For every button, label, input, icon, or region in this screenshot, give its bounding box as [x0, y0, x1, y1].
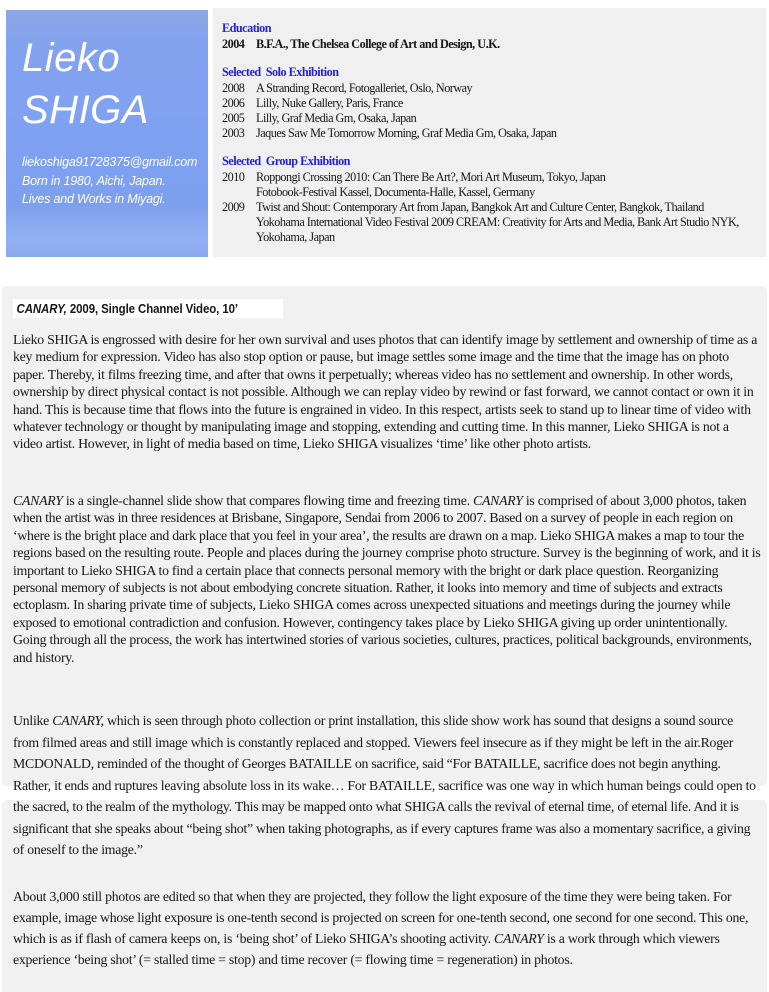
cv-entry-line [222, 111, 766, 126]
cv-entry-year [222, 185, 248, 200]
text-segment: Lieko SHIGA is engrossed with desire for her own survival and uses photos that can identify image by settlement and ownership of time as a key medium for expression. Video has also stop option or pause, but image settles some image and the time that the image has on photo paper. Thereby, it films freezing time, and after that owns it perpetually; whereas video has no settlement and ownership. In other words, ownership by direct physical contact is not possible. Although we can replay video by rewind or fast forward, we cannot contact or own it in hand. This is because time that flows into the future is engrained in video. In this respect, artists seek to stand up to linear time of video with whatever technology or thought by manipulating image and stopping, extending and cutting time. In this manner, Lieko SHIGA is not a video artist. However, in light of media based on time, Lieko SHIGA visualizes ‘time’ like other photo artists. [13, 332, 758, 452]
body-paragraph-3 [13, 710, 761, 861]
cv-entry-line [222, 96, 766, 111]
text-segment: About 3,000 still photos are edited so that when they are projected, they follow the light exposure of the time they were being taken. For example, image whose light exposure is one-tenth second is projected on screen for one-tenth second, one second for one second. This one, which is as if flash of camera keeps on, is ‘being shot’ of Lieko SHIGA’s shooting activity. [13, 889, 749, 946]
cv-section-heading: Education [222, 21, 272, 35]
cv-entry-year: 2003 [222, 126, 245, 140]
profile-email: liekoshiga91728375@gmail.com [22, 155, 198, 169]
work-title-strip [13, 299, 283, 318]
italic-text: CANARY [13, 493, 63, 508]
cv-entry-text: Yokohama International Video Festival 2009 CREAM: Creativity for Arts and Media, Bank Art Studio NYK, [256, 215, 739, 229]
cv-entry-line [222, 200, 766, 215]
profile-contact [22, 153, 208, 209]
cv-entry-year: 2006 [222, 96, 245, 110]
text-segment: is a work through which viewers experience ‘being shot’ (= stalled time = stop) and time recover (= flowing time = regeneration) in photos. [13, 931, 720, 967]
cv-entry-text: Twist and Shout: Contemporary Art from Japan, Bangkok Art and Culture Center, Bangkok, Thailand [256, 200, 704, 214]
body-paragraph-2 [13, 492, 761, 666]
cv-section [222, 21, 766, 52]
italic-text: CANARY, [16, 301, 67, 316]
text-segment: Unlike [13, 713, 53, 728]
text-segment: is a single-channel slide show that compares flowing time and freezing time. [62, 493, 474, 508]
italic-text: CANARY, [52, 713, 104, 728]
profile-last-name: SHIGA [22, 88, 149, 132]
profile-first-name: Lieko [22, 36, 121, 80]
cv-panel [213, 8, 766, 257]
profile-residence: Lives and Works in Miyagi. [22, 192, 166, 206]
cv-entry-year: 2010 [222, 170, 245, 184]
cv-entry-year: 2005 [222, 111, 245, 125]
cv-entry-line [222, 185, 766, 200]
profile-born: Born in 1980, Aichi, Japan. [22, 173, 166, 188]
cv-entry-text: Lilly, Graf Media Gm, Osaka, Japan [256, 111, 417, 125]
cv-section [222, 65, 766, 141]
profile-card [6, 10, 208, 257]
cv-entry-text: Roppongi Crossing 2010: Can There Be Art?, Mori Art Museum, Tokyo, Japan [256, 170, 606, 184]
body-paragraph-1 [13, 331, 761, 453]
body-paragraph-4 [13, 886, 761, 970]
cv-entry-line [222, 37, 766, 52]
cv-entry-year: 2004 [222, 37, 245, 51]
cv-entry-line [222, 81, 766, 96]
cv-entry-text: Jaques Saw Me Tomorrow Morning, Graf Media Gm, Osaka, Japan [256, 126, 557, 140]
work-title-text [13, 301, 238, 316]
italic-text: CANARY [473, 493, 523, 508]
cv-entry-year: 2008 [222, 81, 245, 95]
profile-name [22, 32, 208, 136]
cv-section [222, 154, 766, 245]
cv-section-heading: Selected Solo Exhibition [222, 65, 339, 79]
cv-entry-year [222, 230, 248, 245]
cv-entry-text: Yokohama, Japan [256, 230, 335, 244]
cv-entry-year [222, 215, 248, 230]
text-segment: 2009, Single Channel Video, 10’ [66, 301, 238, 316]
cv-section-heading: Selected Group Exhibition [222, 154, 350, 168]
cv-entry-line [222, 215, 766, 230]
cv-entry-line [222, 126, 766, 141]
italic-text: CANARY [494, 931, 544, 946]
cv-entry-text: Lilly, Nuke Gallery, Paris, France [256, 96, 403, 110]
text-segment: which is seen through photo collection or print installation, this slide show work has sound that designs a sound source from filmed areas and still image which is constantly replaced and stopped. Viewers feel insecure as if they might be left in the air.Roger MCDONALD, reminded of the thought of Georges BATAILLE on sacrifice, said “For BATAILLE, sacrifice does not begin anything. Rather, it ends and ruptures leaving absolute loss in its wake… For BATAILLE, sacrifice was one way in which human beings could open to the sacred, to the realm of the mythology. This may be mapped onto what SHIGA calls the revival of eternal time, of eternal life. And it is significant that she speaks about “being shot” when taking photographs, as if every captures frame was also a momentary sacrifice, a giving of oneself to the image.” [13, 713, 756, 857]
cv-entry-text: A Stranding Record, Fotogalleriet, Oslo, Norway [256, 81, 473, 95]
cv-entry-text: Fotobook-Festival Kassel, Documenta-Halle, Kassel, Germany [256, 185, 535, 199]
cv-entry-text: B.F.A., The Chelsea College of Art and Design, U.K. [256, 37, 500, 51]
cv-entry-line [222, 230, 766, 245]
text-segment: is comprised of about 3,000 photos, taken when the artist was in three residences at Brisbane, Singapore, Sendai from 2006 to 2007. Based on a survey of people in each region on ‘where is the bright place and dark place that you feel in your area’, the results are drawn on a map. Lieko SHIGA makes a map to tour the regions based on the resulting route. People and places during the journey comprise photo structure. Survey is the beginning of work, and it is important to Lieko SHIGA to find a certain place that connects personal memory with the bright or dark place question. Reorganizing personal memory of subjects is not about embodying concrete situation. Rather, it looks into memory and time of subjects and extracts ectoplasm. In sharing private time of subjects, Lieko SHIGA comes across unexpected situations and meetings during the journey while exposed to emotional contradiction and confusion. However, contingency takes place by Lieko SHIGA giving up order unintentionally. Going through all the process, the work has intertwined stories of various societies, cultures, practices, political backgrounds, environments, and history. [13, 493, 761, 665]
cv-entry-line [222, 170, 766, 185]
cv-entry-year: 2009 [222, 200, 245, 214]
